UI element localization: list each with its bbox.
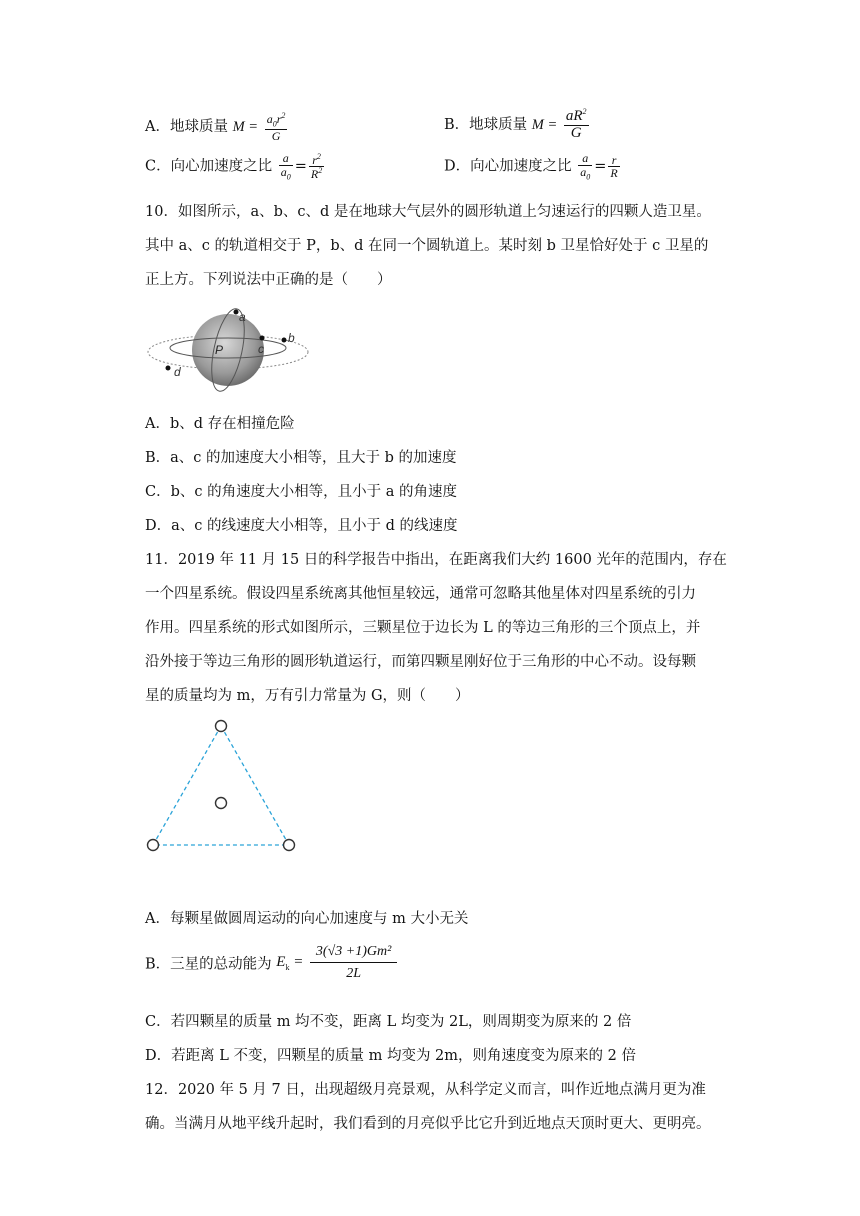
q11-stem-line3: 作用。四星系统的形式如图所示，三颗星位于边长为 L 的等边三角形的三个顶点上，并 [145,620,701,636]
q9-c-lhs-fraction: $\frac{a}{a_0}$ [280,151,291,181]
q9-a-fraction: $\frac{a_0r^2}{G}$ [266,111,286,143]
q9-option-d: D．向心加速度之比 $\frac{a}{a_0}$ = $\frac{r}{R}$ [444,151,618,181]
q11-stem-line4: 沿外接于等边三角形的圆形轨道运行，而第四颗星刚好位于三角形的中心不动。设每颗 [145,654,696,670]
satellite-c-dot [260,336,265,341]
q11-option-a: A．每颗星做圆周运动的向心加速度与 m 大小无关 [145,911,469,927]
q11-option-c: C．若四颗星的质量 m 均不变，距离 L 均变为 2L，则周期变为原来的 2 倍 [145,1014,632,1030]
star-top [216,721,227,732]
q9-d-rhs-fraction: $\frac{r}{R}$ [610,152,618,181]
satellite-a-dot [234,310,239,315]
q11-option-d: D．若距离 L 不变，四颗星的质量 m 均变为 2m，则角速度变为原来的 2 倍 [145,1048,636,1064]
satellite-d-dot [166,366,171,371]
label-c: c [258,342,264,356]
satellite-b-dot [282,338,287,343]
q9-b-fraction: $\frac{aR^2}{G}$ [565,107,587,141]
q10-stem-line3: 正上方。下列说法中正确的是（ ） [145,272,392,288]
q9-option-c: C．向心加速度之比 $\frac{a}{a_0}$ = $\frac{r^2}{R^2}$ [145,151,323,182]
star-bottom-right [284,840,295,851]
q10-stem-line1: 10．如图所示，a、b、c、d 是在地球大气层外的圆形轨道上匀速运行的四颗人造卫星。 [145,204,711,220]
q11-stem-line1: 11．2019 年 11 月 15 日的科学报告中指出，在距离我们大约 1600 光年的范围内，存在 [145,552,727,568]
q11-b-fraction: $\frac{\text{3(√3 +1)Gm²}}{2L}$ [310,945,397,981]
q9-option-b: B．地球质量 M = $\frac{aR^2}{G}$ [444,107,587,141]
q10-option-c: C．b、c 的角速度大小相等，且小于 a 的角速度 [145,484,457,500]
q9-c-rhs-fraction: $\frac{r^2}{R^2}$ [310,151,323,182]
triangle [153,726,289,845]
label-p: P [215,343,224,357]
q10-orbit-figure [140,300,320,395]
q10-stem-line2: 其中 a、c 的轨道相交于 P，b、d 在同一个圆轨道上。某时刻 b 卫星恰好处于 c 卫星的 [145,238,709,254]
q10-option-a: A．b、d 存在相撞危险 [145,416,295,432]
label-d: d [174,365,181,379]
q12-stem-line1: 12．2020 年 5 月 7 日，出现超级月亮景观，从科学定义而言，叫作近地点满月更为准 [145,1082,706,1098]
q12-stem-line2: 确。当满月从地平线升起时，我们看到的月亮似乎比它升到近地点天顶时更大、更明亮。 [145,1116,711,1132]
q10-option-d: D．a、c 的线速度大小相等，且小于 d 的线速度 [145,518,458,534]
label-b: b [288,331,295,345]
q11-stem-line2: 一个四星系统。假设四星系统离其他恒星较远，通常可忽略其他星体对四星系统的引力 [145,586,696,602]
q9-d-lhs-fraction: $\frac{a}{a_0}$ [580,151,591,181]
star-center [216,798,227,809]
star-bottom-left [148,840,159,851]
label-a: a [239,310,246,324]
q11-four-star-figure [140,715,305,855]
q10-option-b: B．a、c 的加速度大小相等，且大于 b 的加速度 [145,450,457,466]
earth [192,314,264,386]
q11-stem-line5: 星的质量均为 m，万有引力常量为 G，则（ ） [145,688,470,704]
q9-option-a: A．地球质量 M = $\frac{a_0r^2}{G}$ [145,111,286,143]
q11-option-b: B．三星的总动能为 $E_k$ = $\frac{\text{3(√3 +1)Gm²}}{2L}$ [145,945,399,981]
